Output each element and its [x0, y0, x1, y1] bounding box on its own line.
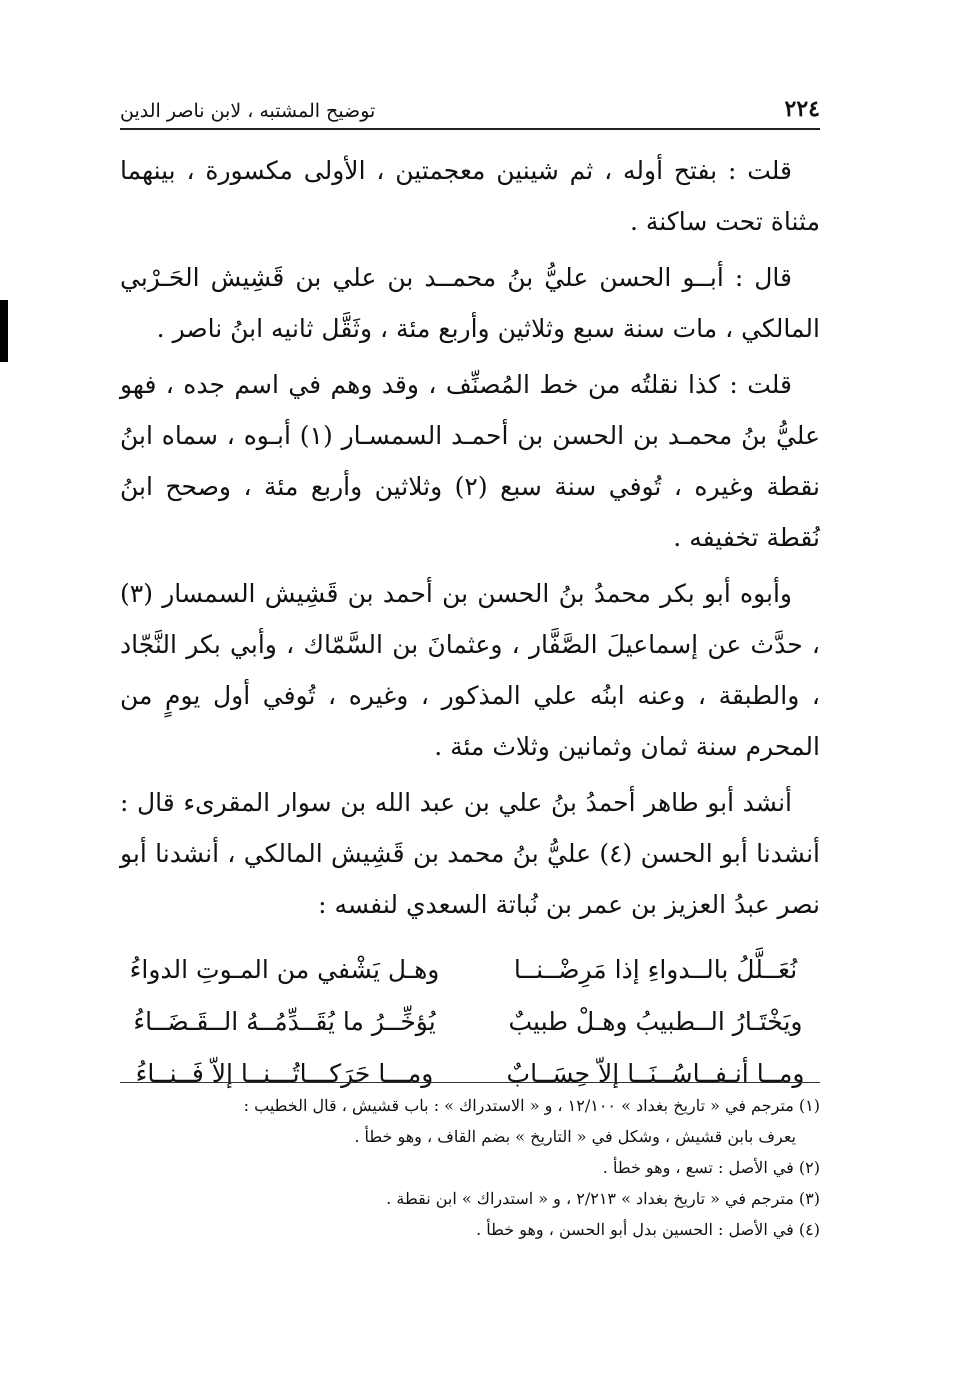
verse-first-hemistich: ومــا أنـفــاسُــنَــا إلاّ حِسَــابٌ — [506, 1059, 805, 1088]
poem — [120, 944, 820, 1100]
verse-second-hemistich: يُؤخِّــرُ ما يُقَــدِّمُــهُ الــقَـضَــاءُ — [133, 1007, 436, 1036]
verse-second-hemistich: وهـل يَشْفي من المـوتِ الدواءُ — [129, 955, 440, 984]
verse-first-hemistich: ويَخْتَـارُ الــطبيبُ وهـلْ طبيبٌ — [508, 1007, 803, 1036]
main-text — [120, 145, 820, 1100]
verse-line — [120, 996, 820, 1048]
running-title: توضيح المشتبه ، لابن ناصر الدين — [120, 100, 376, 122]
footnote: (١) مترجم في « تاريخ بغداد » ١٢/١٠٠ ، و « الاستدراك » : باب قشيش ، قال الخطيب : — [243, 1096, 820, 1115]
paragraph: قلت : بفتح أوله ، ثم شينين معجمتين ، الأولى مكسورة ، بينهما مثناة تحت ساكنة . — [120, 156, 820, 236]
paragraph: قال : أبــو الحسن عليُّ بنُ محمــد بن علي بن قَشِيش الحَـرْبي المالكي ، مات سنة سبع وثلاثين وأربع مئة ، وثَقَّل ثانيه ابنُ ناصر . — [120, 263, 820, 343]
page-number: ٢٢٤ — [784, 96, 820, 122]
footnote: (٣) مترجم في « تاريخ بغداد » ٢/٢١٣ ، و « استدراك » ابن نقطة . — [386, 1189, 820, 1208]
footnote-continuation: يعرف بابن قشيش ، وشكل في « التاريخ » بضم القاف ، وهو خطأ . — [354, 1127, 796, 1146]
verse-second-hemistich: ومـــا حَرَكـــاتُـــنــا إلاّ فَــنــاءُ — [135, 1059, 434, 1088]
running-header — [120, 82, 820, 130]
scan-edge-mark — [0, 300, 8, 362]
footnote: (٢) في الأصل : تسع ، وهو خطأ . — [602, 1158, 820, 1177]
paragraph: أنشد أبو طاهر أحمدُ بنُ علي بن عبد الله بن سوار المقرىء قال : أنشدنا أبو الحسن (٤) عليُّ بنُ محمد بن قَشِيش المالكي ، أنشدنا أبو نصر عبدُ العزيز بن عمر بن نُباتة السعدي لنفسه : — [120, 788, 820, 919]
footnote-divider — [120, 1082, 820, 1083]
verse-line — [120, 944, 820, 996]
verse-first-hemistich: نُعَــلَّلُ بالــدواءِ إذا مَرِضْــنــا — [513, 955, 798, 984]
paragraph: وأبوه أبو بكر محمدُ بنُ الحسن بن أحمد بن قَشِيش السمسار (٣) ، حدَّث عن إسماعيلَ الصَّفَّار ، وعثمانَ بن السَّمّاك ، وأبي بكر النَّجّاد ، والطبقة ، وعنه ابنُه علي المذكور ، وغيره ، تُوفي أول يومٍ من المحرم سنة ثمان وثمانين وثلاث مئة . — [120, 579, 820, 761]
footnotes — [120, 1090, 820, 1245]
paragraph: قلت : كذا نقلتُه من خط المُصنِّف ، وقد وهم في اسم جده ، فهو عليُّ بنُ محمـد بن الحسن بن أحمـد السمسـار (١) أبـوه ، سماه ابنُ نقطة وغيره ، تُوفي سنة سبع (٢) وثلاثين وأربع مئة ، وصحح ابنُ نُقطة تخفيفه . — [120, 370, 821, 552]
footnote: (٤) في الأصل : الحسين بدل أبو الحسن ، وهو خطأ . — [476, 1220, 820, 1239]
